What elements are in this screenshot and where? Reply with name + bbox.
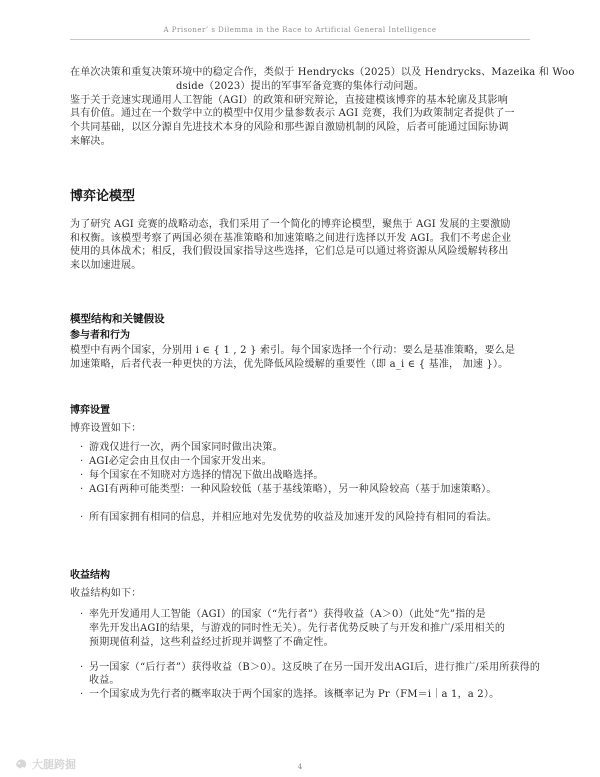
paragraph-line: 和权衡。该模型考察了两国必须在基准策略和加速策略之间进行选择以开发 AGI。我们不考虑企业 (70, 232, 512, 244)
paragraph-line: 鉴于关于竞速实现通用人工智能（AGI）的政策和研究辩论，直接建模该博弈的基本轮廓及其影响 (70, 94, 508, 106)
list-item: · 所有国家拥有相同的信息，并相应地对先发优势的收益及加速开发的风险持有相同的看法。 (80, 511, 530, 525)
list-item: · 每个国家在不知晓对方选择的情况下做出战略选择。 (80, 469, 530, 483)
paragraph-line: 收益。 (89, 675, 120, 687)
subsection-heading-model-structure: 模型结构和关键假设 (70, 312, 165, 325)
list-item: · AGI必定会由且仅由一个国家开发出来。 (80, 455, 530, 469)
paragraph-line: 为了研究 AGI 竞赛的战略动态，我们采用了一个简化的博弈论模型，聚焦于 AGI 发展的主要激励 (70, 218, 511, 230)
list-item: · AGI有两种可能类型：一种风险较低（基于基线策略），另一种风险较高（基于加速策略）。 (80, 483, 530, 497)
paragraph-line: · 率先开发通用人工智能（AGI）的国家（“先行者”）获得收益（A＞0）（此处“先”指的是 (89, 609, 486, 621)
paragraph-line: 来以加速进展。 (70, 260, 142, 272)
section-heading-game-theory-model: 博弈论模型 (70, 188, 136, 204)
list-item: · 游戏仅进行一次，两个国家同时做出决策。 (80, 441, 530, 455)
paragraph-line: · 另一国家（“后行者”）获得收益（B＞0）。这反映了在另一国开发出AGI后，进行推广/采用所获得的 (89, 661, 541, 673)
players-paragraph (70, 344, 530, 372)
paragraph-line: 在单次决策和重复决策环境中的稳定合作，类似于 Hendrycks（2025）以及 Hendrycks、Mazeika 和 Woo (70, 67, 575, 78)
list-item (80, 608, 530, 649)
game-model-paragraph (70, 218, 530, 273)
payoff-structure-intro: 收益结构如下： (70, 588, 142, 600)
watermark-logo-icon (14, 757, 28, 771)
opening-paragraph (70, 66, 575, 149)
watermark (14, 756, 76, 772)
paragraph-line: 加速策略，后者代表一种更快的方法，优先降低风险缓解的重要性（即 a_i ∈ { 基准， 加速 }）。 (70, 358, 509, 370)
paragraph-line: 率先开发出AGI的结果，与游戏的同时性无关）。先行者优势反映了与开发和推广/采用相关的 (89, 622, 506, 634)
game-setup-bullet-list (80, 441, 530, 524)
page-number: 4 (297, 762, 303, 771)
paragraph-line: 预期现值利益，这些利益经过折现并调整了不确定性。 (89, 636, 334, 648)
paragraph-line: 来解决。 (70, 135, 111, 147)
paragraph-line: 个共同基础，以区分源自先进技术本身的风险和那些源自激励机制的风险，后者可能通过国际协调 (70, 122, 509, 134)
running-header: A Prisoner’ s Dilemma in the Race to Artificial General Intelligence (163, 26, 437, 34)
game-setup-intro: 博弈设置如下： (70, 422, 142, 434)
watermark-text: 大腿跨掘 (32, 759, 76, 771)
paragraph-line: 具有价值。通过在一个数学中立的模型中仅用少量参数表示 AGI 竞赛，我们为政策制定者提供了一 (70, 108, 515, 120)
subsubsection-heading-payoff-structure: 收益结构 (70, 570, 110, 582)
paragraph-line: dside（2023）提出的军事军备竞赛的集体行动问题。 (175, 80, 425, 92)
paragraph-line: 使用的具体战术；相反，我们假设国家指导这些选择，它们总是可以通过将资源从风险缓解转移出 (70, 246, 509, 258)
payoff-bullet-list (80, 608, 541, 702)
page-body (0, 66, 600, 702)
header-rule (70, 39, 530, 40)
list-item (80, 661, 541, 689)
paragraph-line: · 一个国家成为先行者的概率取决于两个国家的选择。该概率记为 Pr（FM＝i｜a 1，a 2）。 (89, 689, 500, 701)
subsubsection-heading-game-setup: 博弈设置 (70, 404, 110, 416)
subsubsection-heading-players: 参与者和行为 (70, 329, 130, 341)
list-item (80, 688, 530, 702)
paragraph-line: 模型中有两个国家，分别用 i ∈ { 1 , 2 } 索引。每个国家选择一个行动：要么是基准策略，要么是 (70, 344, 516, 356)
